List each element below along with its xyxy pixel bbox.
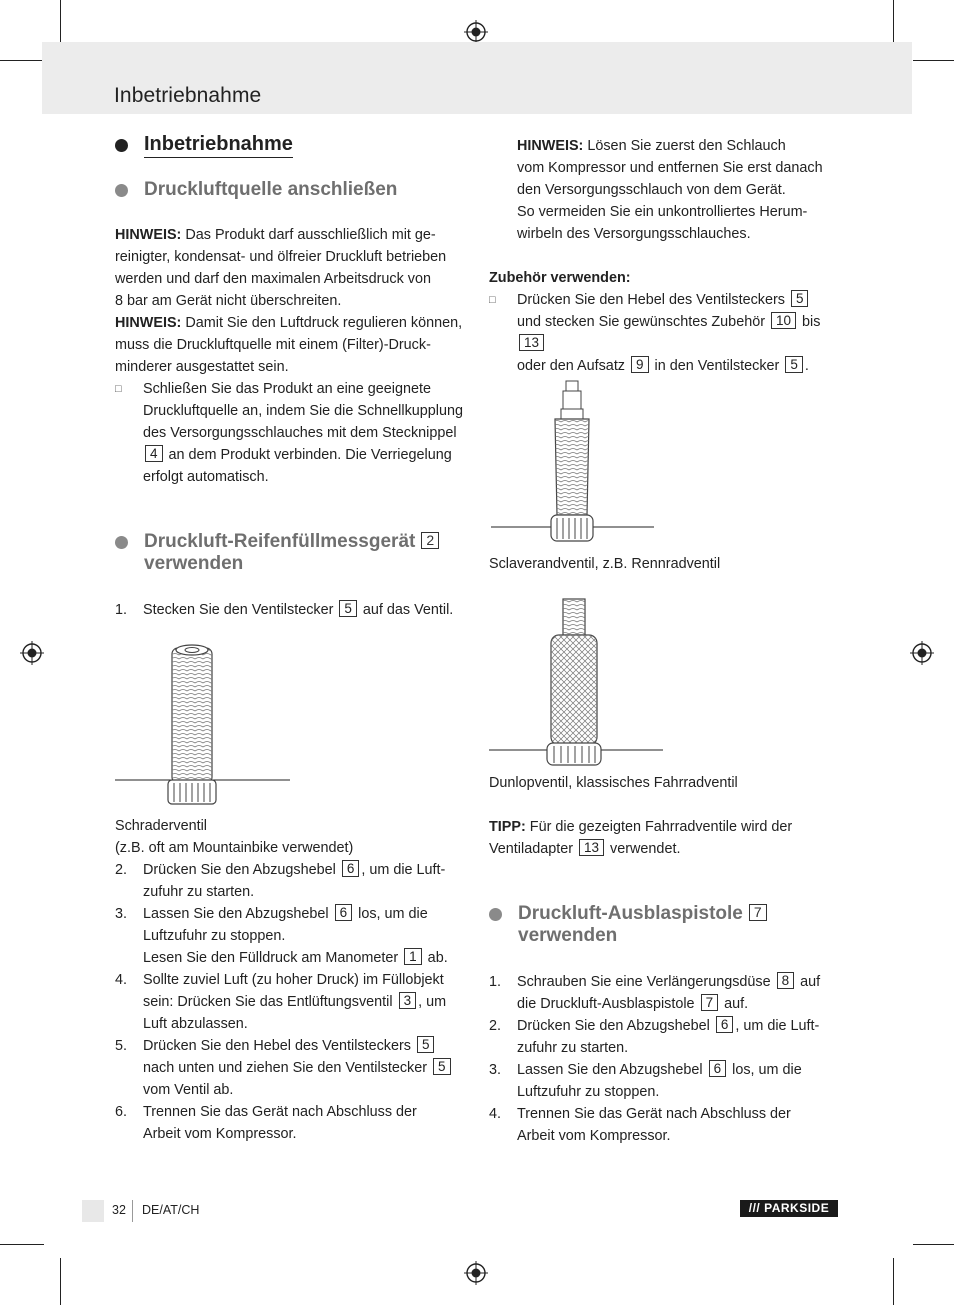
crop-mark <box>913 1244 954 1245</box>
registration-mark-icon <box>464 20 488 44</box>
page-header-title: Inbetriebnahme <box>114 84 262 107</box>
reference-number: 5 <box>791 290 809 307</box>
checkbox-bullet-icon: □ <box>115 383 122 395</box>
bullet-dot-icon <box>115 536 128 549</box>
reference-number: 4 <box>145 445 163 462</box>
reference-number: 6 <box>709 1060 727 1077</box>
reference-number: 1 <box>404 948 422 965</box>
figure-caption: Dunlopventil, klassisches Fahrradventil <box>489 775 738 791</box>
crop-mark <box>60 1258 61 1305</box>
list-item: 3. Lassen Sie den Abzugshebel 6 los, um die Luftzufuhr zu stoppen. Lesen Sie den Fülldruck am Manometer 1 ab. <box>115 905 448 966</box>
figure-caption: Schraderventil <box>115 818 207 834</box>
bullet-dot-icon <box>489 908 502 921</box>
reference-number: 5 <box>339 600 357 617</box>
reference-number: 8 <box>777 972 795 989</box>
reference-number: 6 <box>342 860 360 877</box>
accessory-heading: Zubehör verwenden: <box>489 270 631 286</box>
brand-logo: /// PARKSIDE <box>740 1200 838 1217</box>
crop-mark <box>60 0 61 44</box>
list-item: 4. Sollte zuviel Luft (zu hoher Druck) im Füllobjekt sein: Drücken Sie das Entlüftungsventil 3 , um Luft abzulassen. <box>115 972 447 1032</box>
note-paragraph: HINWEIS: Das Produkt darf ausschließlich mit ge- reinigter, kondensat- und ölfreier Druckluft betrieben werden und darf den maximalen Arbeitsdruck von 8 bar am Gerät nicht überschreiten. <box>115 227 447 309</box>
checkbox-bullet-icon: □ <box>489 294 496 306</box>
list-item: 1. Stecken Sie den Ventilstecker 5 auf das Ventil. <box>115 601 454 618</box>
reference-number: 13 <box>579 839 604 856</box>
sclaverand-valve-illustration <box>489 375 659 545</box>
subsection-heading: Druckluft-Ausblaspistole 7 verwenden <box>489 903 849 947</box>
footer-tab <box>82 1200 104 1222</box>
list-item: 4. Trennen Sie das Gerät nach Abschluss der Arbeit vom Kompressor. <box>489 1106 791 1144</box>
crop-mark <box>893 1258 894 1305</box>
registration-mark-icon <box>20 641 44 665</box>
left-column-lower <box>115 815 470 1145</box>
crop-mark <box>913 60 954 61</box>
schrader-valve-illustration <box>115 640 295 810</box>
crop-mark <box>0 60 44 61</box>
right-column-lower <box>489 772 849 1147</box>
reference-number: 5 <box>785 356 803 373</box>
list-item: 1. Schrauben Sie eine Verlängerungsdüse 8 auf die Druckluft-Ausblaspistole 7 auf. <box>489 973 821 1012</box>
note-paragraph: HINWEIS: Lösen Sie zuerst den Schlauch vom Kompressor und entfernen Sie erst danach den Versorgungsschlauch von dem Gerät. So vermeiden Sie ein unkontrolliertes Herum- wirbeln des Versorgungsschlauches. <box>517 138 823 242</box>
crop-mark <box>0 1244 44 1245</box>
bullet-dot-icon <box>115 184 128 197</box>
reference-number: 9 <box>631 356 649 373</box>
left-column <box>115 132 470 621</box>
note-paragraph: HINWEIS: Damit Sie den Luftdruck regulieren können, muss die Druckluftquelle mit einem (Filter)-Druck- minderer ausgestattet sein. <box>115 315 463 375</box>
reference-number: 13 <box>519 334 544 351</box>
bullet-dot-icon <box>115 139 128 152</box>
reference-number: 5 <box>417 1036 435 1053</box>
figure-caption: Sclaverandventil, z.B. Rennradventil <box>489 556 721 572</box>
reference-number: 5 <box>433 1058 451 1075</box>
subsection-heading: Druckluftquelle anschließen <box>115 179 470 201</box>
region-label: DE/AT/CH <box>142 1203 200 1217</box>
list-item: 2. Drücken Sie den Abzugshebel 6 , um die Luft- zufuhr zu starten. <box>115 861 446 900</box>
list-item: 6. Trennen Sie das Gerät nach Abschluss der Arbeit vom Kompressor. <box>115 1104 417 1142</box>
right-column <box>517 135 847 245</box>
list-item: 2. Drücken Sie den Abzugshebel 6 , um die Luft- zufuhr zu starten. <box>489 1017 820 1056</box>
crop-mark <box>893 0 894 44</box>
page-number: 32 <box>112 1203 126 1217</box>
reference-number: 3 <box>399 992 417 1009</box>
reference-number: 6 <box>335 904 353 921</box>
section-heading: Inbetriebnahme <box>115 132 470 158</box>
registration-mark-icon <box>464 1261 488 1285</box>
figure-caption: (z.B. oft am Mountainbike verwendet) <box>115 840 354 856</box>
subsection-heading: Druckluft-Reifenfüllmessgerät 2 verwenden <box>115 531 470 575</box>
reference-number: 6 <box>716 1016 734 1033</box>
list-item: 3. Lassen Sie den Abzugshebel 6 los, um die Luftzufuhr zu stoppen. <box>489 1061 802 1100</box>
list-item: □ Schließen Sie das Produkt an eine geeignete Druckluftquelle an, indem Sie die Schnellkupplung des Versorgungsschlauches mit dem Stecknippel 4 an dem Produkt verbinden. Die Verriegelung erfolgt automatisch. <box>115 378 470 488</box>
list-item: □ Drücken Sie den Hebel des Ventilsteckers 5 und stecken Sie gewünschtes Zubehör 10 bis 13 oder den Aufsatz 9 in den Ventilstecker 5 . <box>489 289 849 377</box>
reference-number: 7 <box>701 994 719 1011</box>
right-column-accessories <box>489 267 849 377</box>
registration-mark-icon <box>910 641 934 665</box>
reference-number: 10 <box>771 312 796 329</box>
reference-number: 2 <box>421 532 439 549</box>
footer-divider <box>132 1200 133 1222</box>
dunlop-valve-illustration <box>489 595 669 770</box>
list-item: 5. Drücken Sie den Hebel des Ventilsteckers 5 nach unten und ziehen Sie den Ventilstecker 5 vom Ventil ab. <box>115 1035 470 1101</box>
reference-number: 7 <box>749 904 767 921</box>
tip-paragraph: TIPP: Für die gezeigten Fahrradventile wird der Ventiladapter 13 verwendet. <box>489 819 793 857</box>
